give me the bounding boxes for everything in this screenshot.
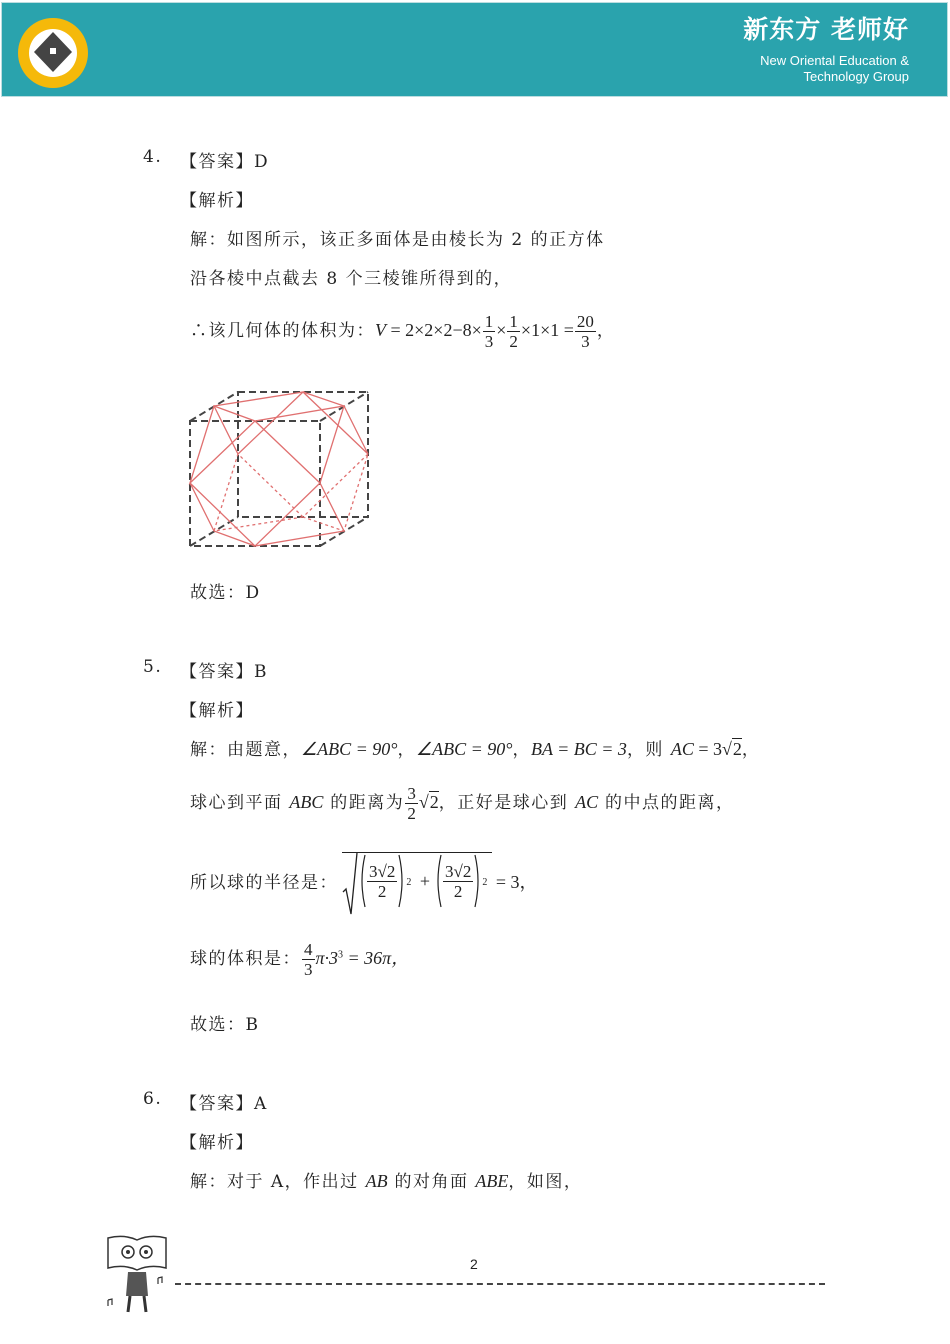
fraction: $\frac{20}{3}$: [576, 312, 594, 351]
brand-subtitle-2: Technology Group: [803, 69, 909, 84]
left-paren-icon: [358, 853, 366, 909]
var-v: V: [375, 320, 386, 340]
fraction: $\frac{1}{3}$: [484, 312, 494, 351]
q4-line2: 沿各棱中点截去 8 个三棱锥所得到的，: [190, 269, 513, 289]
mascot-book-icon: [104, 1234, 170, 1316]
q4-volume-formula: ∴该几何体的体积为：V = 2×2×2−8× $\frac{1}{3}$ × $\frac{1}{2}$ ×1×1 = $\frac{20}{3}$ ，: [190, 312, 616, 351]
right-paren-icon: [474, 853, 482, 909]
times: ×: [496, 320, 507, 340]
q4-number: 4.: [143, 147, 163, 167]
q6-analysis-label: 【解析】: [180, 1133, 254, 1153]
q6-answer: 【答案】A: [180, 1094, 268, 1114]
radical-sign-icon: [342, 852, 358, 916]
q6-number: 6.: [143, 1089, 163, 1109]
q5-number: 5.: [143, 657, 163, 677]
q6-line1: 解：对于 A，作出过 AB 的对角面 ABE，如图，: [190, 1171, 583, 1192]
sqrt-expression: $\frac{3√2}{2}$ 2 + $\frac{3√2}{2}$ 2: [342, 852, 492, 909]
q4-analysis-label: 【解析】: [180, 191, 254, 211]
footer-divider: [175, 1283, 825, 1285]
fraction: $\frac{1}{2}$: [509, 312, 518, 351]
brand-title: 新东方 老师好: [743, 15, 909, 44]
formula-prefix: ∴该几何体的体积为：: [190, 321, 375, 341]
expr: ×1×1 =: [520, 320, 574, 340]
q5-choose: 故选：B: [190, 1015, 260, 1035]
left-paren-icon: [434, 853, 442, 909]
q5-analysis-label: 【解析】: [180, 701, 254, 721]
q4-line1: 解：如图所示，该正多面体是由棱长为 2 的正方体: [190, 230, 605, 250]
right-paren-icon: [398, 853, 406, 909]
q5-answer: 【答案】B: [180, 662, 268, 682]
q4-answer: 【答案】D: [180, 152, 270, 172]
q5-line3: 所以球的半径是： $\frac{3√2}{2}$ 2 + $\frac{3√2}{2}$ 2 = 3，: [190, 852, 538, 909]
page-number: 2: [470, 1256, 478, 1272]
expr: = 2×2×2−8×: [386, 320, 482, 340]
brand-subtitle-1: New Oriental Education &: [760, 53, 909, 68]
q5-line1: 解：由题意，∠ABC = 90°，∠ABC = 90°，BA = BC = 3，则 AC = 3√2，: [190, 739, 761, 760]
q5-line4: 球的体积是： $\frac{4}{3}$ $\pi\cdot 3^3 = 36\pi$，: [190, 940, 410, 979]
q4-choose: 故选：D: [190, 583, 261, 603]
q5-line2: 球心到平面 ABC 的距离为 $\frac{3}{2}$ √2，正好是球心到 AC 的中点的距离，: [190, 784, 735, 823]
